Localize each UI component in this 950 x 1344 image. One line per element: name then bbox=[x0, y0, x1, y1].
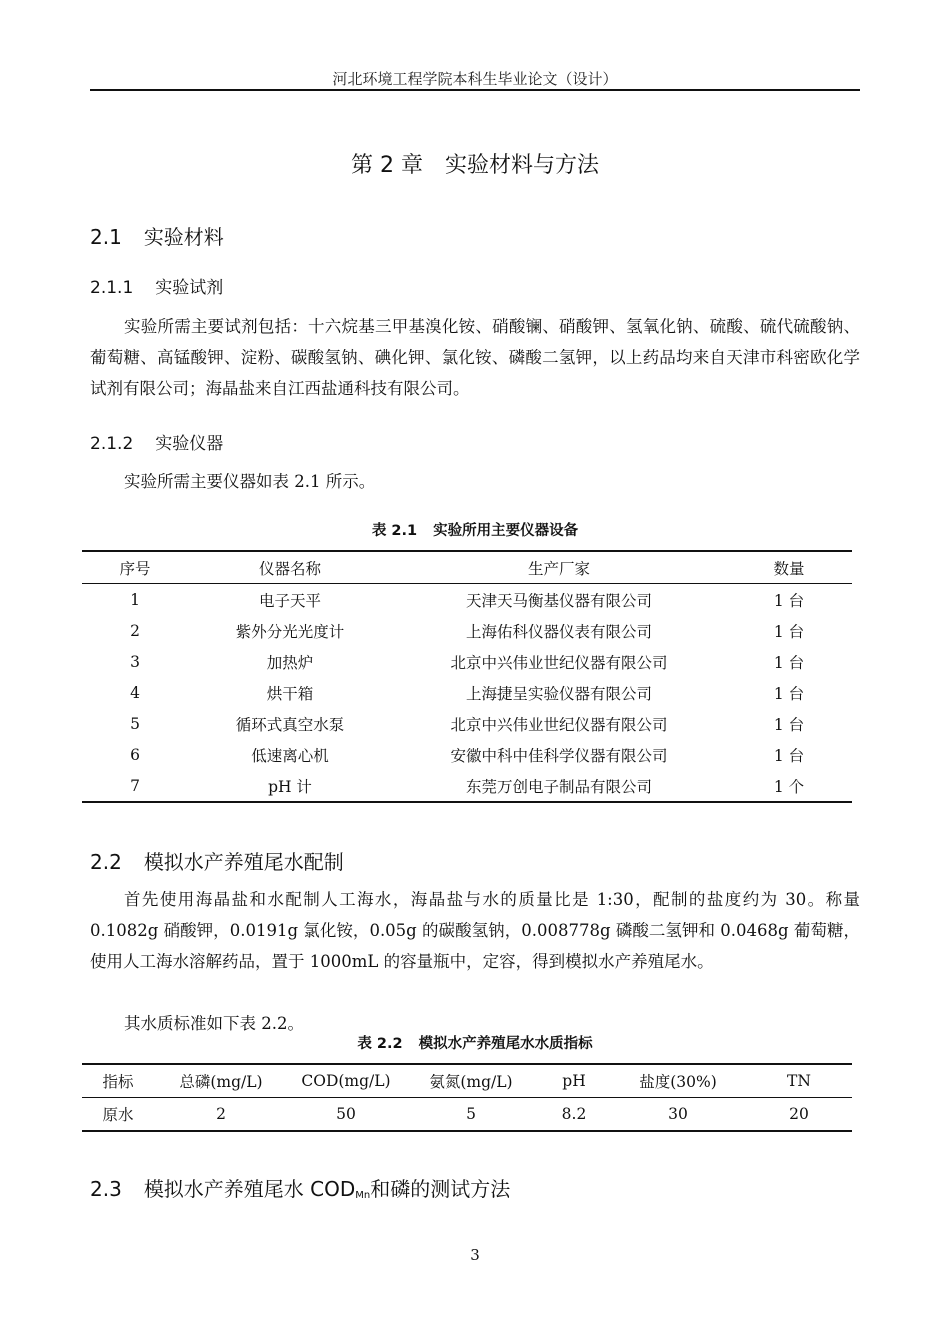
column-header: 总磷(mg/L) bbox=[154, 1064, 288, 1098]
column-header: 指标 bbox=[82, 1064, 154, 1098]
table-cell: 1 台 bbox=[773, 746, 805, 765]
table-cell: 20 bbox=[789, 1105, 809, 1123]
table-cell: 50 bbox=[336, 1105, 356, 1123]
section-number: 2.2 bbox=[90, 850, 122, 874]
column-header: 仪器名称 bbox=[188, 551, 392, 584]
table-cell: 1 台 bbox=[773, 715, 805, 734]
section-heading-2-1-2 bbox=[90, 429, 223, 454]
table-cell: 低速离心机 bbox=[251, 746, 329, 765]
table-cell: 北京中兴伟业世纪仪器有限公司 bbox=[450, 653, 668, 672]
table-cell: 烘干箱 bbox=[266, 684, 314, 703]
section-heading-2-2 bbox=[90, 846, 344, 875]
table-row bbox=[82, 615, 852, 646]
table-row bbox=[82, 739, 852, 770]
reagents-paragraph: 实验所需主要试剂包括：十六烷基三甲基溴化铵、硝酸镧、硝酸钾、氢氧化钠、硫酸、硫代硫酸钠、葡萄糖、高锰酸钾、淀粉、碳酸氢钠、碘化钾、氯化铵、磷酸二氢钾，以上药品均来自天津市科密欧化学试剂有限公司；海晶盐来自江西盐通科技有限公司。 bbox=[90, 317, 860, 398]
header-rule bbox=[90, 89, 860, 91]
table-cell: 上海佑科仪器仪表有限公司 bbox=[465, 622, 652, 641]
table-caption bbox=[90, 519, 860, 540]
standard-paragraph: 其水质标准如下表 2.2。 bbox=[124, 1014, 304, 1033]
table-row bbox=[82, 584, 852, 616]
table-cell: 2 bbox=[130, 621, 140, 640]
table-cell: 安徽中科中佳科学仪器有限公司 bbox=[450, 746, 668, 765]
section-heading-2-3 bbox=[90, 1173, 510, 1202]
table-header-row bbox=[82, 1064, 852, 1098]
column-header: 生产厂家 bbox=[392, 551, 726, 584]
table-row bbox=[82, 646, 852, 677]
running-header: 河北环境工程学院本科生毕业论文（设计） bbox=[332, 70, 618, 88]
table-row bbox=[82, 770, 852, 802]
column-header: pH bbox=[538, 1064, 610, 1098]
table-cell: 1 台 bbox=[773, 591, 805, 610]
table-cell: 加热炉 bbox=[266, 653, 314, 672]
table-cell: 1 台 bbox=[773, 684, 805, 703]
section-title-suffix: 和磷的测试方法 bbox=[370, 1177, 511, 1201]
water-quality-table bbox=[82, 1063, 852, 1132]
table-cell: pH 计 bbox=[268, 777, 312, 796]
table-cell: 30 bbox=[668, 1105, 688, 1123]
section-title: 实验仪器 bbox=[155, 434, 224, 454]
table-cell: 电子天平 bbox=[258, 591, 321, 610]
table-cell: 6 bbox=[130, 745, 140, 764]
table-cell: 7 bbox=[130, 776, 140, 795]
table-row bbox=[82, 677, 852, 708]
table-caption-number: 表 2.1 bbox=[371, 523, 418, 539]
table-row bbox=[82, 708, 852, 739]
table-cell: 北京中兴伟业世纪仪器有限公司 bbox=[450, 715, 668, 734]
section-title-subscript: Mn bbox=[355, 1190, 371, 1201]
table-cell: 4 bbox=[130, 683, 140, 702]
section-number: 2.1.2 bbox=[90, 434, 134, 454]
section-heading-2-1-1 bbox=[90, 273, 223, 298]
table-caption-number: 表 2.2 bbox=[357, 1036, 403, 1052]
table-cell: 1 个 bbox=[773, 777, 805, 796]
column-header: 数量 bbox=[726, 551, 852, 584]
table-cell: 8.2 bbox=[561, 1105, 587, 1123]
table-cell: 天津天马衡基仪器有限公司 bbox=[465, 591, 652, 610]
table-cell: 3 bbox=[130, 652, 140, 671]
table-cell: 循环式真空水泵 bbox=[235, 715, 345, 734]
table-cell: 1 bbox=[130, 590, 140, 609]
table-cell: 紫外分光光度计 bbox=[235, 622, 345, 641]
chapter-title: 第 2 章 实验材料与方法 bbox=[351, 153, 599, 178]
instruments-table bbox=[82, 550, 852, 803]
table-cell: 上海捷呈实验仪器有限公司 bbox=[465, 684, 652, 703]
table-header-row bbox=[82, 551, 852, 584]
column-header: 盐度(30%) bbox=[610, 1064, 746, 1098]
table-caption-text: 模拟水产养殖尾水水质指标 bbox=[418, 1036, 593, 1052]
section-number: 2.1.1 bbox=[90, 278, 134, 298]
table-cell: 原水 bbox=[102, 1106, 134, 1124]
section-title: 模拟水产养殖尾水配制 bbox=[143, 850, 344, 874]
section-title: 实验试剂 bbox=[155, 278, 224, 298]
column-header: COD(mg/L) bbox=[288, 1064, 404, 1098]
column-header: 氨氮(mg/L) bbox=[404, 1064, 538, 1098]
table-cell: 1 台 bbox=[773, 653, 805, 672]
instruments-paragraph: 实验所需主要仪器如表 2.1 所示。 bbox=[124, 472, 376, 491]
table-row bbox=[82, 1098, 852, 1132]
table-caption bbox=[90, 1032, 860, 1053]
section-title-prefix: 模拟水产养殖尾水 COD bbox=[143, 1177, 356, 1201]
table-cell: 1 台 bbox=[773, 622, 805, 641]
section-number: 2.1 bbox=[90, 225, 122, 249]
column-header: 序号 bbox=[82, 551, 188, 584]
section-number: 2.3 bbox=[90, 1177, 122, 1201]
column-header: TN bbox=[746, 1064, 852, 1098]
page-number: 3 bbox=[470, 1246, 480, 1264]
table-cell: 东莞万创电子制品有限公司 bbox=[465, 777, 652, 796]
section-heading-2-1 bbox=[90, 221, 224, 250]
section-title: 实验材料 bbox=[143, 225, 224, 249]
table-caption-text: 实验所用主要仪器设备 bbox=[433, 523, 579, 539]
table-cell: 5 bbox=[130, 714, 140, 733]
preparation-paragraph: 首先使用海晶盐和水配制人工海水，海晶盐与水的质量比是 1:30，配制的盐度约为 30。称量 0.1082g 硝酸钾，0.0191g 氯化铵，0.05g 的碳酸氢钠，0.008778g 磷酸二氢钾和 0.0468g 葡萄糖，使用人工海水溶解药品，置于 1000mL 的容量瓶中，定容，得到模拟水产养殖尾水。 bbox=[90, 890, 860, 971]
table-cell: 2 bbox=[216, 1105, 226, 1123]
table-cell: 5 bbox=[466, 1105, 476, 1123]
